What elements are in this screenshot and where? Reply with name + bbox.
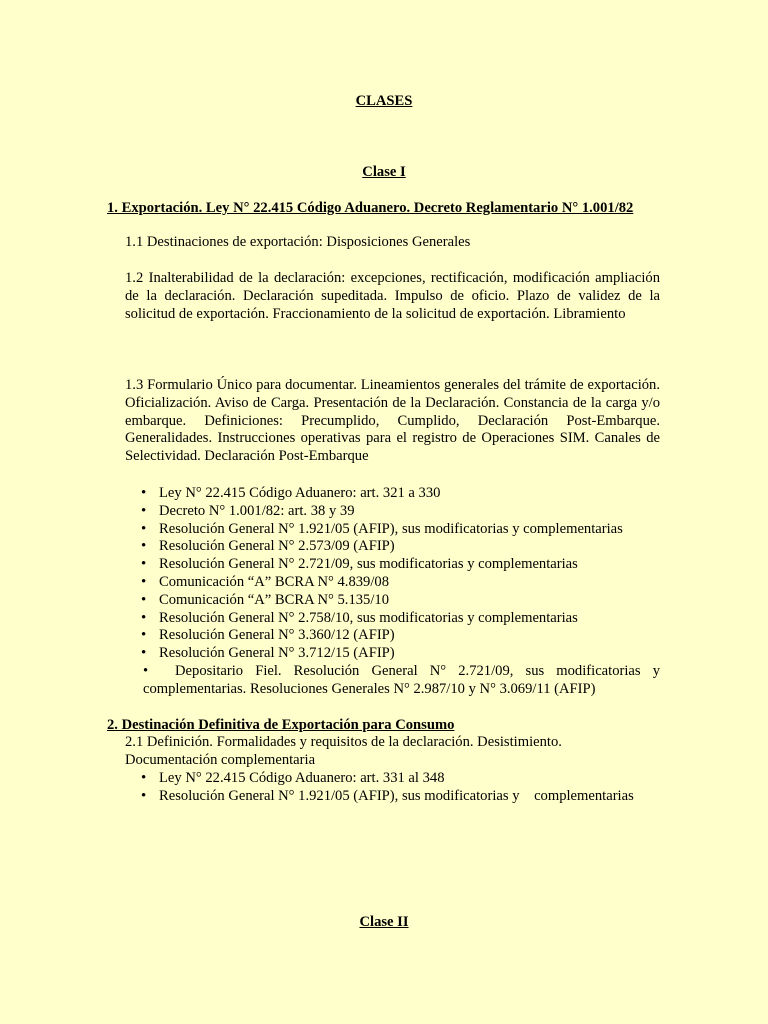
list-item: • Ley N° 22.415 Código Aduanero: art. 331 al 348	[125, 770, 660, 788]
list-item: • Resolución General N° 1.921/05 (AFIP), sus modificatorias y complementarias	[125, 788, 660, 806]
list-item: • Resolución General N° 3.712/15 (AFIP)	[125, 645, 660, 663]
section-1-bullet-list	[125, 485, 660, 663]
paragraph-2-1-line-1: 2.1 Definición. Formalidades y requisitos de la declaración. Desistimiento.	[125, 734, 562, 750]
paragraph-1-2: 1.2 Inalterabilidad de la declaración: excepciones, rectificación, modificación ampliación de la declaración. Declaración supeditada. Impulso de oficio. Plazo de validez de la solicitud de exportación. Fraccionamiento de la solicitud de exportación. Libramiento	[125, 270, 660, 322]
list-item: • Resolución General N° 2.758/10, sus modificatorias y complementarias	[125, 610, 660, 628]
list-item: • Resolución General N° 2.721/09, sus modificatorias y complementarias	[125, 556, 660, 574]
list-item: • Resolución General N° 1.921/05 (AFIP), sus modificatorias y complementarias	[125, 521, 660, 539]
paragraph-1-3: 1.3 Formulario Único para documentar. Lineamientos generales del trámite de exportación. Oficialización. Aviso de Carga. Presentación de la Declaración. Constancia de la carga y/o embarque. Definiciones: Precumplido, Cumplido, Declaración Post-Embarque. Generalidades. Instrucciones operativas para el registro de Operaciones SIM. Canales de Selectividad. Declaración Post-Embarque	[125, 377, 660, 465]
section-1-heading: 1. Exportación. Ley N° 22.415 Código Aduanero. Decreto Reglamentario N° 1.001/82	[107, 200, 634, 216]
list-item: • Resolución General N° 3.360/12 (AFIP)	[125, 627, 660, 645]
section-2-heading: 2. Destinación Definitiva de Exportación para Consumo	[107, 717, 455, 733]
list-item: • Comunicación “A” BCRA N° 4.839/08	[125, 574, 660, 592]
list-item: • Comunicación “A” BCRA N° 5.135/10	[125, 592, 660, 610]
list-item: • Resolución General N° 2.573/09 (AFIP)	[125, 538, 660, 556]
list-item-text: Depositario Fiel. Resolución General N° 2.721/09, sus modificatorias y complementarias. Resoluciones Generales N° 2.987/10 y N° 3.069/11 (AFIP)	[143, 663, 660, 697]
list-item-depositario	[143, 663, 660, 699]
clase-2-title: Clase II	[359, 914, 409, 930]
section-2-bullet-list	[125, 770, 660, 806]
list-item: • Ley N° 22.415 Código Aduanero: art. 321 a 330	[125, 485, 660, 503]
clase-1-title: Clase I	[362, 164, 406, 180]
paragraph-2-1-line-2: Documentación complementaria	[125, 752, 316, 768]
list-item: • Decreto N° 1.001/82: art. 38 y 39	[125, 503, 660, 521]
document-title: CLASES	[355, 93, 413, 109]
bullet-icon: •	[143, 663, 149, 679]
paragraph-1-1: 1.1 Destinaciones de exportación: Disposiciones Generales	[125, 234, 471, 250]
